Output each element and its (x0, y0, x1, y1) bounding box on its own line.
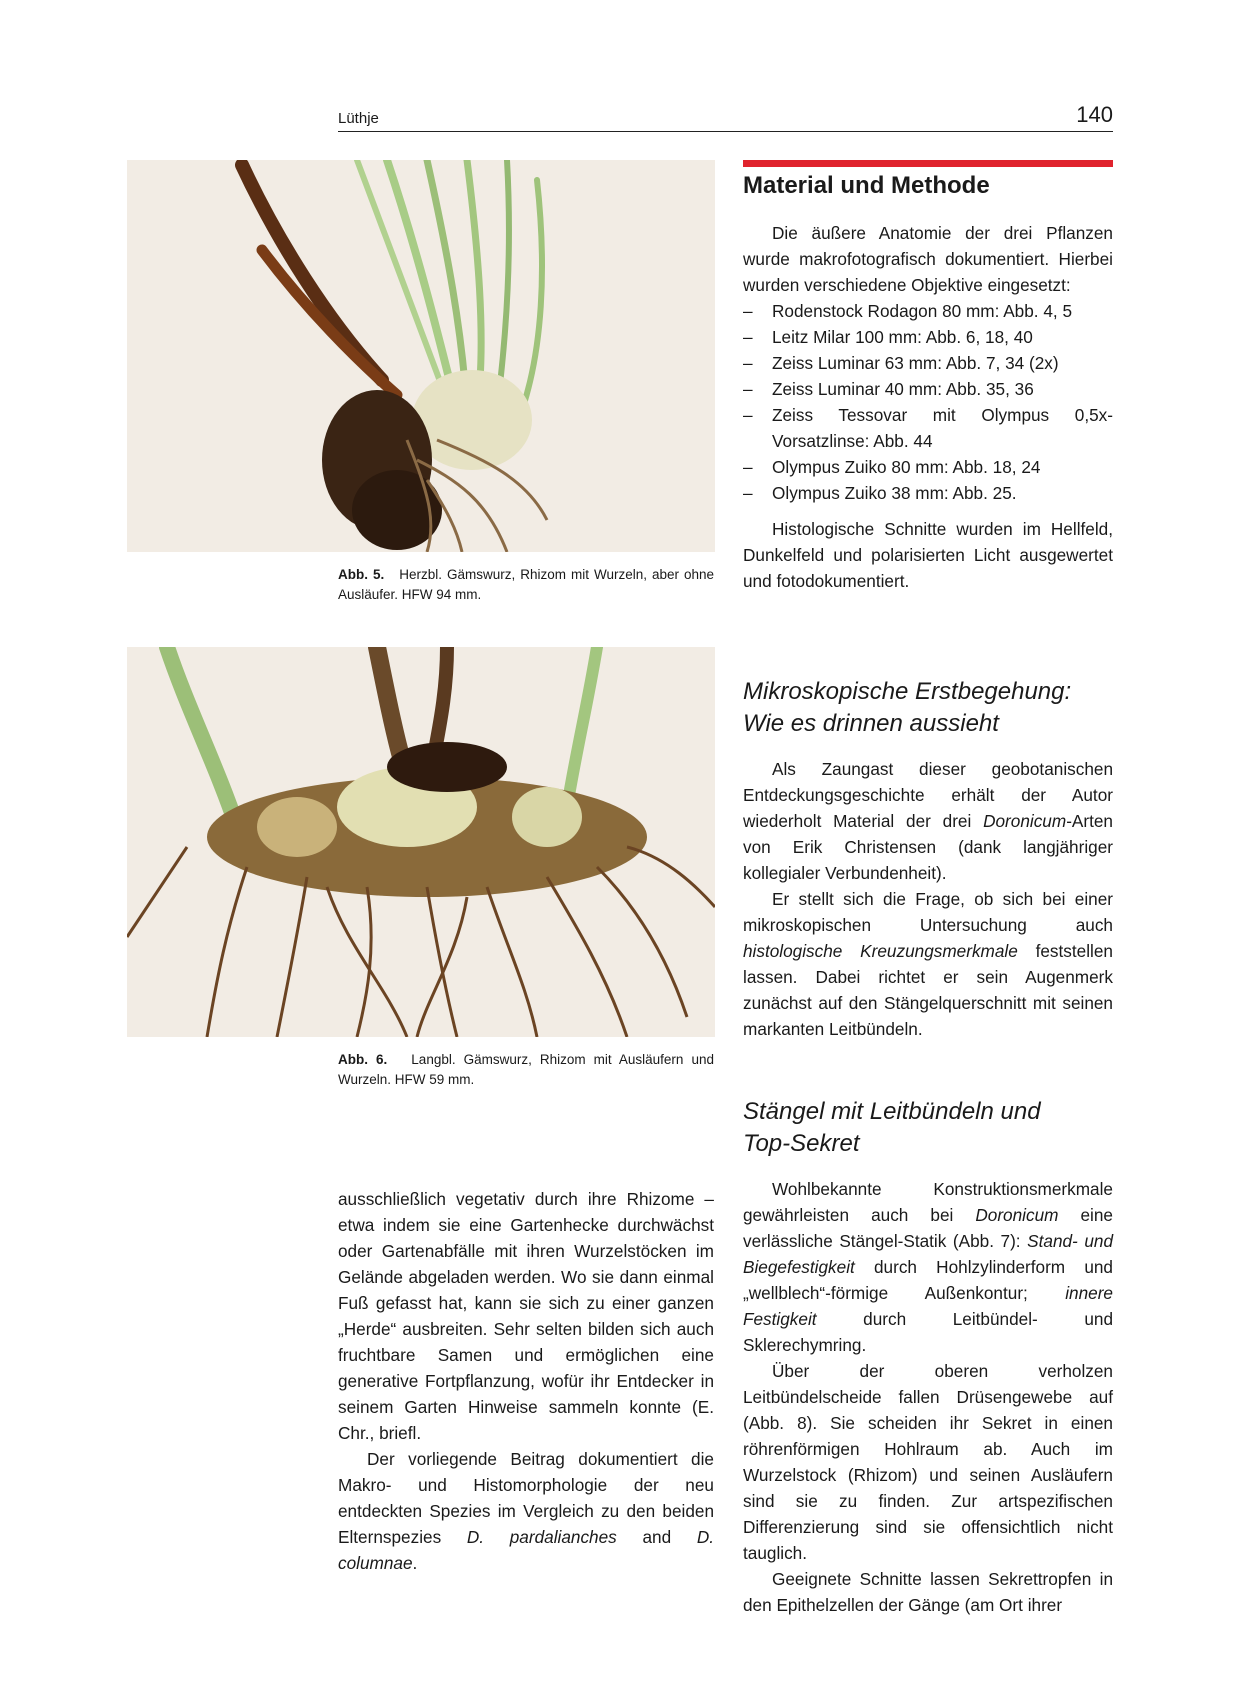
lens-list (743, 298, 1113, 506)
rhizome-photo-illustration-2 (127, 647, 715, 1037)
left-paragraph-2 (338, 1446, 714, 1576)
stem-p1-text: Wohlbekannte Konstruktionsmerkmale gewährleisten auch bei (743, 1179, 1113, 1225)
list-item (743, 298, 1113, 324)
figure-6-caption (338, 1050, 714, 1090)
species-name-columnae: D. columnae (338, 1527, 715, 1573)
figure-6-photo (127, 647, 715, 1037)
dash-bullet: – (743, 483, 753, 503)
dash-bullet: – (743, 301, 753, 321)
species-name-pardalianches: D. pardalianches (466, 1527, 617, 1547)
list-item (743, 350, 1113, 376)
heading-line-2: Top-Sekret (743, 1130, 860, 1157)
list-item (743, 324, 1113, 350)
list-item (743, 454, 1113, 480)
stem-paragraph-3: Geeignete Schnitte lassen Sekrettropfen in den Epithelzellen der Gänge (am Ort ihrer (743, 1569, 1113, 1615)
micro-p1-text: Als Zaungast dieser geobotanischen Entdeckungsgeschichte erhält der Autor wiederholt Material der drei (743, 759, 1113, 831)
emphasis-stand-biegefestigkeit: Stand- und Biegefestigkeit (743, 1231, 1114, 1277)
section-accent-bar (743, 160, 1113, 167)
dash-bullet: – (743, 457, 753, 477)
running-header-author: Lüthje (338, 110, 379, 127)
figure-5-label: Abb. 5. (338, 567, 385, 582)
micro-paragraph-1 (743, 756, 1113, 886)
page-number: 140 (1076, 102, 1113, 127)
list-item (743, 376, 1113, 402)
micro-p2-text: Er stellt sich die Frage, ob sich bei einer mikroskopischen Untersuchung auch (743, 889, 1113, 935)
dash-bullet: – (743, 353, 753, 373)
lens-text: Olympus Zuiko 80 mm: Abb. 18, 24 (772, 457, 1041, 477)
lens-text: Zeiss Luminar 63 mm: Abb. 7, 34 (2x) (772, 353, 1059, 373)
heading-line-1: Mikroskopische Erstbegehung: (743, 678, 1072, 705)
list-item (743, 402, 1113, 454)
header-rule (338, 131, 1113, 132)
stem-p1-part-c: durch Hohlzylinderform und „wellblech“-förmige Außenkontur; (743, 1257, 1113, 1303)
micro-paragraph-2 (743, 886, 1113, 1042)
stem-p1-part-d: durch Leitbündel- und Sklerechymring. (743, 1309, 1113, 1355)
lens-text: Zeiss Tessovar mit Olympus 0,5x-Vorsatzlinse: Abb. 44 (772, 405, 1113, 451)
genus-doronicum: Doronicum (975, 1205, 1059, 1225)
dash-bullet: – (743, 379, 753, 399)
micro-p1-rest: -Arten von Erik Christensen (dank langjähriger kollegialer Verbundenheit). (743, 811, 1113, 883)
emphasis-kreuzungsmerkmale: histologische Kreuzungsmerkmale (743, 941, 1018, 961)
micro-text (743, 756, 1113, 1042)
figure-6-label: Abb. 6. (338, 1052, 388, 1067)
lens-text: Zeiss Luminar 40 mm: Abb. 35, 36 (772, 379, 1034, 399)
dash-bullet: – (743, 405, 753, 425)
figure-5-caption-text: Herzbl. Gämswurz, Rhizom mit Wurzeln, aber ohne Ausläufer. HFW 94 mm. (338, 567, 714, 602)
dash-bullet: – (743, 327, 753, 347)
left-paragraph-1: ausschließlich vegetativ durch ihre Rhizome – etwa indem sie eine Gartenhecke durchwächst oder Gartenabfälle mit ihren Wurzelstöcken im Gelände abgeladen werden. Wo sie dann einmal Fuß gefasst hat, kann sie sich zu einer ganzen „Herde“ ausbreiten. Sehr selten bilden sich auch fruchtbare Samen und ermöglichen eine generative Fortpflanzung, wofür ihr Entdecker in seinem Garten Hinweise sammeln konnte (E. Chr., briefl. (338, 1189, 714, 1443)
heading-staengel-mit-leitbuendeln (743, 1096, 1041, 1160)
lens-text: Leitz Milar 100 mm: Abb. 6, 18, 40 (772, 327, 1033, 347)
list-item (743, 480, 1113, 506)
figure-6-caption-text: Langbl. Gämswurz, Rhizom mit Ausläufern und Wurzeln. HFW 59 mm. (338, 1052, 714, 1087)
stem-p1-part-b: eine verlässliche Stängel-Statik (Abb. 7): (743, 1205, 1113, 1251)
lens-text: Olympus Zuiko 38 mm: Abb. 25. (772, 483, 1017, 503)
emphasis-innere-festigkeit: innere Festigkeit (743, 1283, 1113, 1329)
left-paragraph-2-end: . (412, 1553, 418, 1573)
stem-paragraph-1 (743, 1176, 1113, 1358)
heading-mikroskopische-erstbegehung (743, 676, 1071, 740)
heading-material-und-methode: Material und Methode (743, 172, 990, 199)
histology-paragraph: Histologische Schnitte wurden im Hellfeld, Dunkelfeld und polarisierten Licht ausgewertet und fotodokumentiert. (743, 519, 1113, 591)
left-paragraph-2-and: and (616, 1527, 697, 1547)
heading-line-2: Wie es drinnen aussieht (743, 710, 999, 737)
lens-text: Rodenstock Rodagon 80 mm: Abb. 4, 5 (772, 301, 1073, 321)
figure-5-caption (338, 565, 714, 605)
left-paragraph-2-text: Der vorliegende Beitrag dokumentiert die Makro- und Histomorphologie der neu entdeckten Spezies im Vergleich zu den beiden Elternspezies (338, 1449, 714, 1547)
left-column-text (338, 1186, 714, 1576)
stem-paragraph-2: Über der oberen verholzen Leitbündelscheide fallen Drüsengewebe auf (Abb. 8). Sie scheiden ihr Sekret in einen röhrenförmigen Hohlraum ab. Auch im Wurzelstock (Rhizom) und seinen Ausläufern sind sie zu finden. Zur artspezifischen Differenzierung sind sie offensichtlich nicht tauglich. (743, 1361, 1113, 1563)
heading-line-1: Stängel mit Leitbündeln und (743, 1098, 1041, 1125)
rhizome-photo-illustration-1 (127, 160, 715, 552)
methods-intro: Die äußere Anatomie der drei Pflanzen wurde makrofotografisch dokumentiert. Hierbei wurden verschiedene Objektive eingesetzt: (743, 223, 1113, 295)
micro-p2-rest: feststellen lassen. Dabei richtet er sein Augenmerk zunächst auf den Stängelquerschnitt mit seinen markanten Leitbündeln. (743, 941, 1113, 1039)
stem-text (743, 1176, 1113, 1618)
figure-5-photo (127, 160, 715, 552)
methods-text (743, 220, 1113, 594)
genus-doronicum: Doronicum (983, 811, 1067, 831)
